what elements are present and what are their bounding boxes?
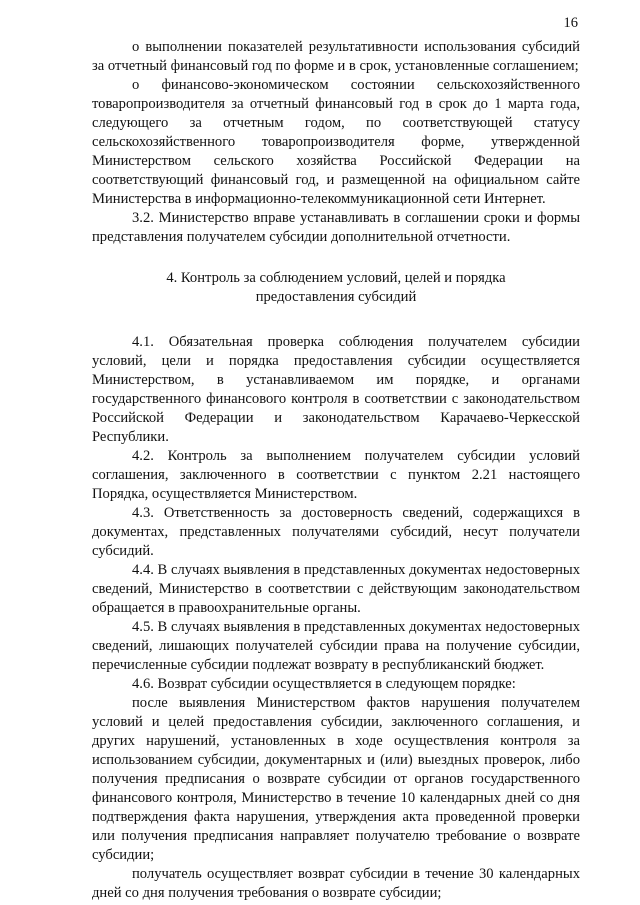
section-heading-line-1: 4. Контроль за соблюдением условий, целей и порядка	[166, 270, 506, 286]
paragraph-4-3: 4.3. Ответственность за достоверность сведений, содержащихся в документах, представленных получателями субсидий, несут получатели субсидий.	[92, 505, 580, 559]
paragraph-4-5: 4.5. В случаях выявления в представленных документах недостоверных сведений, лишающих получателей субсидии права на получение субсидии, перечисленные субсидии подлежат возврату в республиканский бюджет.	[92, 619, 580, 673]
page-number: 16	[563, 15, 578, 31]
paragraph-3-2: 3.2. Министерство вправе устанавливать в соглашении сроки и формы представления получателем субсидии дополнительной отчетности.	[92, 210, 580, 245]
paragraph-4-6-step-1: после выявления Министерством фактов нарушения получателем условий и целей предоставления субсидии, заключенного соглашения, и других нарушений, установленных в ходе осуществления контроля за использованием субсидии, документарных и (или) выездных проверок, либо получения предписания о возврате субсидии от органов государственного финансового контроля, Министерство в течение 10 календарных дней со дня подтверждения факта нарушения, утверждения акта проведенной проверки или получения предписания направляет получателю требование о возврате субсидии;	[92, 695, 580, 863]
paragraph-4-6: 4.6. Возврат субсидии осуществляется в следующем порядке:	[132, 676, 516, 692]
paragraph-reporting-indicators: о выполнении показателей результативности использования субсидий за отчетный финансовый год по форме и в срок, установленные соглашением;	[92, 39, 580, 74]
section-heading	[92, 269, 580, 307]
paragraph-4-1: 4.1. Обязательная проверка соблюдения получателем субсидии условий, цели и порядка предоставления субсидии осуществляется Министерством, в устанавливаемом им порядке, и органами государственного финансового контроля в соответствии с законодательством Российской Федерации и законодательством Карачаево-Черкесской Республики.	[92, 334, 580, 445]
document-body	[92, 38, 580, 903]
section-heading-line-2: предоставления субсидий	[255, 289, 417, 305]
paragraph-4-6-step-2: получатель осуществляет возврат субсидии в течение 30 календарных дней со дня получения требования о возврате субсидии;	[92, 866, 580, 901]
paragraph-4-4: 4.4. В случаях выявления в представленных документах недостоверных сведений, Министерство в соответствии с действующим законодательством обращается в правоохранительные органы.	[92, 562, 580, 616]
paragraph-financial-state: о финансово-экономическом состоянии сельскохозяйственного товаропроизводителя за отчетный финансовый год в срок до 1 марта года, следующего за отчетным годом, по соответствующей статусу сельскохозяйственного товаропроизводителя форме, утвержденной Министерством сельского хозяйства Российской Федерации на соответствующий финансовый год, и размещенной на официальном сайте Министерства в информационно-телекоммуникационной сети Интернет.	[92, 77, 580, 207]
paragraph-4-2: 4.2. Контроль за выполнением получателем субсидии условий соглашения, заключенного в соответствии с пунктом 2.21 настоящего Порядка, осуществляется Министерством.	[92, 448, 580, 502]
